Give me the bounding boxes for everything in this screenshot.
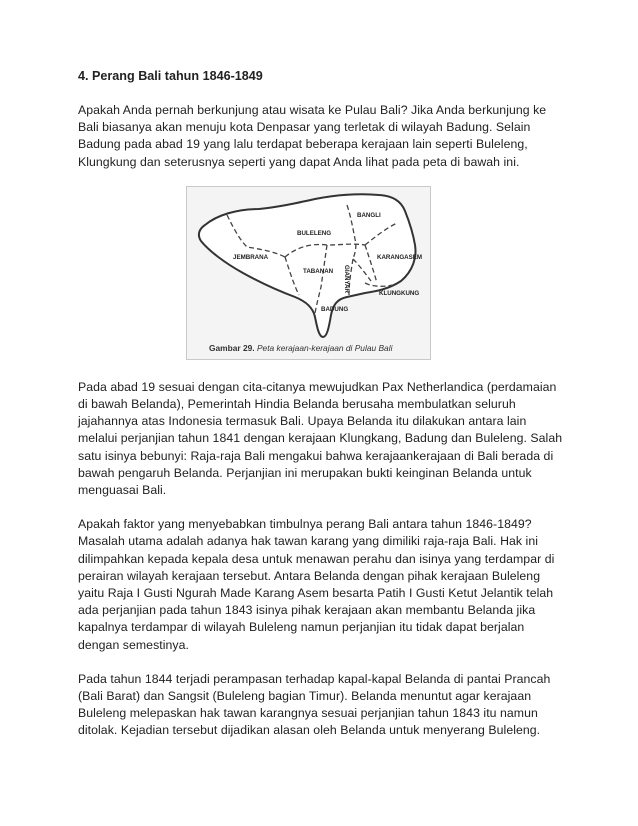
figure-caption-number: Gambar 29. [209,342,255,353]
map-label-tabanan: TABANAN [303,267,334,275]
map-label-buleleng: BULELENG [297,229,332,237]
figure-caption [209,343,392,353]
intro-paragraph: Apakah Anda pernah berkunjung atau wisata ke Pulau Bali? Jika Anda berkunjung ke Bali biasanya akan menuju kota Denpasar yang terletak di wilayah Badung. Selain Badung pada abad 19 yang lalu terdapat beberapa kerajaan lain seperti Buleleng, Klungkung dan seterusnya seperti yang dapat Anda lihat pada peta di bawah ini. [78,103,547,169]
section-heading: 4. Perang Bali tahun 1846-1849 [78,69,263,83]
paragraph-1: Pada abad 19 sesuai dengan cita-citanya mewujudkan Pax Netherlandica (perdamaian di bawah Belanda), Pemerintah Hindia Belanda berusaha membulatkan seluruh jajahannya atas Indonesia termasuk Bali. Upaya Belanda itu dilakukan antara lain melalui perjanjian tahun 1841 dengan kerajaan Klungkang, Badung dan Buleleng. Salah satu isinya bebunyi: Raja-raja Bali mengakui bahwa kerajaankerajaan di Bali berada di bawah pengaruh Belanda. Perjanjian ini merupakan bukti keinginan Belanda untuk menguasai Bali. [78,379,563,498]
figure-caption-text: Peta kerajaan-kerajaan di Pulau Bali [256,342,393,353]
map-label-klungkung: KLUNGKUNG [379,289,420,297]
map-label-jembrana: JEMBRANA [233,253,269,261]
bali-map-image [187,187,430,359]
map-label-badung: BADUNG [321,305,349,313]
map-label-gianyar: GIANYAR [343,264,350,293]
paragraph-2: Apakah faktor yang menyebabkan timbulnya perang Bali antara tahun 1846-1849? Masalah utama adalah adanya hak tawan karang yang dimiliki raja-raja Bali. Hak ini dilimpahkan kepada kepala desa untuk menawan perahu dan isinya yang terdampar di perairan wilayah kerajaan tersebut. Antara Belanda dengan pihak kerajaan Buleleng yaitu Raja I Gusti Ngurah Made Karang Asem besarta Patih I Gusti Ketut Jelantik telah ada perjanjian pada tahun 1843 isinya pihak kerajaan akan membantu Belanda jika kapalnya terdampar di wilayah Buleleng namun perjanjian itu tidak dapat berjalan dengan semestinya. [78,517,555,652]
map-label-karangasem: KARANGASEM [377,253,423,261]
map-label-bangli: BANGLI [357,211,381,219]
bali-map-figure [186,186,431,360]
document-page [78,68,568,740]
paragraph-3: Pada tahun 1844 terjadi perampasan terhadap kapal-kapal Belanda di pantai Prancah (Bali Barat) dan Sangsit (Buleleng bagian Timur). Belanda menuntut agar kerajaan Buleleng melepaskan hak tawan karangnya sesuai perjanjian tahun 1843 itu namun ditolak. Kejadian tersebut dijadikan alasan oleh Belanda untuk menyerang Buleleng. [78,671,551,738]
